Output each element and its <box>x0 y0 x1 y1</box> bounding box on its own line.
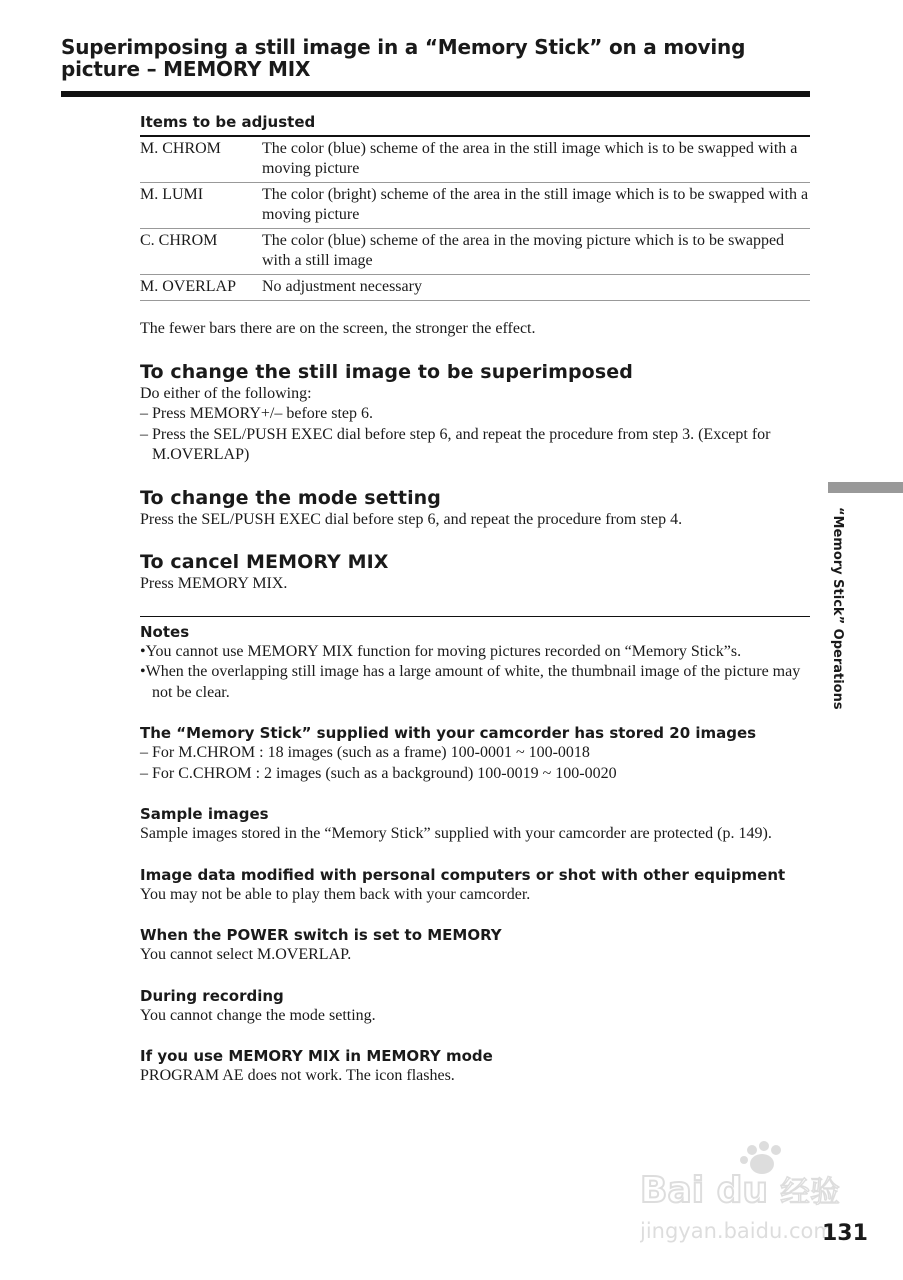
table-row <box>140 136 810 183</box>
page-number: 131 <box>822 1221 868 1246</box>
page-title-line1: Superimposing a still image in a “Memory Stick” on a moving <box>61 35 746 59</box>
stored-images-item: – For C.CHROM : 2 images (such as a background) 100-0019 ~ 100-0020 <box>140 764 617 782</box>
table-row <box>140 275 810 301</box>
table-value: The color (bright) scheme of the area in the still image which is to be swapped with a moving picture <box>262 186 809 223</box>
table-value: The color (blue) scheme of the area in the moving picture which is to be swapped with a still image <box>262 232 785 269</box>
table-key: C. CHROM <box>140 232 218 249</box>
main-content <box>140 112 810 1087</box>
watermark-cn: 经验 <box>780 1175 840 1210</box>
power-switch-heading: When the POWER switch is set to MEMORY <box>140 926 502 944</box>
sample-images-text: Sample images stored in the “Memory Stick” supplied with your camcorder are protected (p. 149). <box>140 825 772 842</box>
stored-images-heading: The “Memory Stick” supplied with your camcorder has stored 20 images <box>140 724 757 742</box>
table-row <box>140 229 810 275</box>
cancel-heading: To cancel MEMORY MIX <box>140 551 389 573</box>
items-table-heading: Items to be adjusted <box>140 113 316 131</box>
section-tab-label: “Memory Stick” Operations <box>830 507 845 710</box>
section-tab-bar <box>828 482 903 493</box>
change-mode-text: Press the SEL/PUSH EXEC dial before step 6, and repeat the procedure from step 4. <box>140 510 683 528</box>
title-rule <box>61 91 810 97</box>
change-mode-heading: To change the mode setting <box>140 486 442 509</box>
items-table <box>140 135 810 301</box>
watermark-url: jingyan.baidu.com <box>640 1219 834 1243</box>
table-key: M. OVERLAP <box>140 278 237 295</box>
page-title-line2: picture – MEMORY MIX <box>61 57 311 81</box>
power-switch-text: You cannot select M.OVERLAP. <box>140 946 352 963</box>
table-value: The color (blue) scheme of the area in the still image which is to be swapped with a moving picture <box>262 140 798 177</box>
page-title <box>61 36 821 80</box>
table-key: M. LUMI <box>140 186 204 203</box>
during-recording-text: You cannot change the mode setting. <box>140 1006 376 1024</box>
table-key: M. CHROM <box>140 140 221 157</box>
change-still-item: – Press MEMORY+/– before step 6. <box>140 405 374 422</box>
change-still-heading: To change the still image to be superimposed <box>140 360 633 383</box>
change-still-item: – Press the SEL/PUSH EXEC dial before step 6, and repeat the procedure from step 3. (Except for M.OVERLAP) <box>140 425 771 463</box>
bars-note: The fewer bars there are on the screen, the stronger the effect. <box>140 320 536 337</box>
during-recording-heading: During recording <box>140 986 284 1005</box>
image-data-heading: Image data modified with personal computers or shot with other equipment <box>140 865 786 884</box>
table-value: No adjustment necessary <box>262 278 422 295</box>
memory-mode-text: PROGRAM AE does not work. The icon flashes. <box>140 1067 455 1084</box>
note-item: •You cannot use MEMORY MIX function for moving pictures recorded on “Memory Stick”s. <box>140 642 742 660</box>
notes-heading: Notes <box>140 622 190 641</box>
watermark-brand: Bai du <box>640 1170 769 1211</box>
note-item: •When the overlapping still image has a large amount of white, the thumbnail image of the picture may not be clear. <box>140 663 801 701</box>
memory-mode-heading: If you use MEMORY MIX in MEMORY mode <box>140 1047 493 1065</box>
table-row <box>140 183 810 229</box>
stored-images-item: – For M.CHROM : 18 images (such as a frame) 100-0001 ~ 100-0018 <box>140 744 590 761</box>
cancel-text: Press MEMORY MIX. <box>140 575 288 592</box>
sample-images-heading: Sample images <box>140 805 269 823</box>
image-data-text: You may not be able to play them back with your camcorder. <box>140 885 531 903</box>
change-still-intro: Do either of the following: <box>140 384 312 402</box>
